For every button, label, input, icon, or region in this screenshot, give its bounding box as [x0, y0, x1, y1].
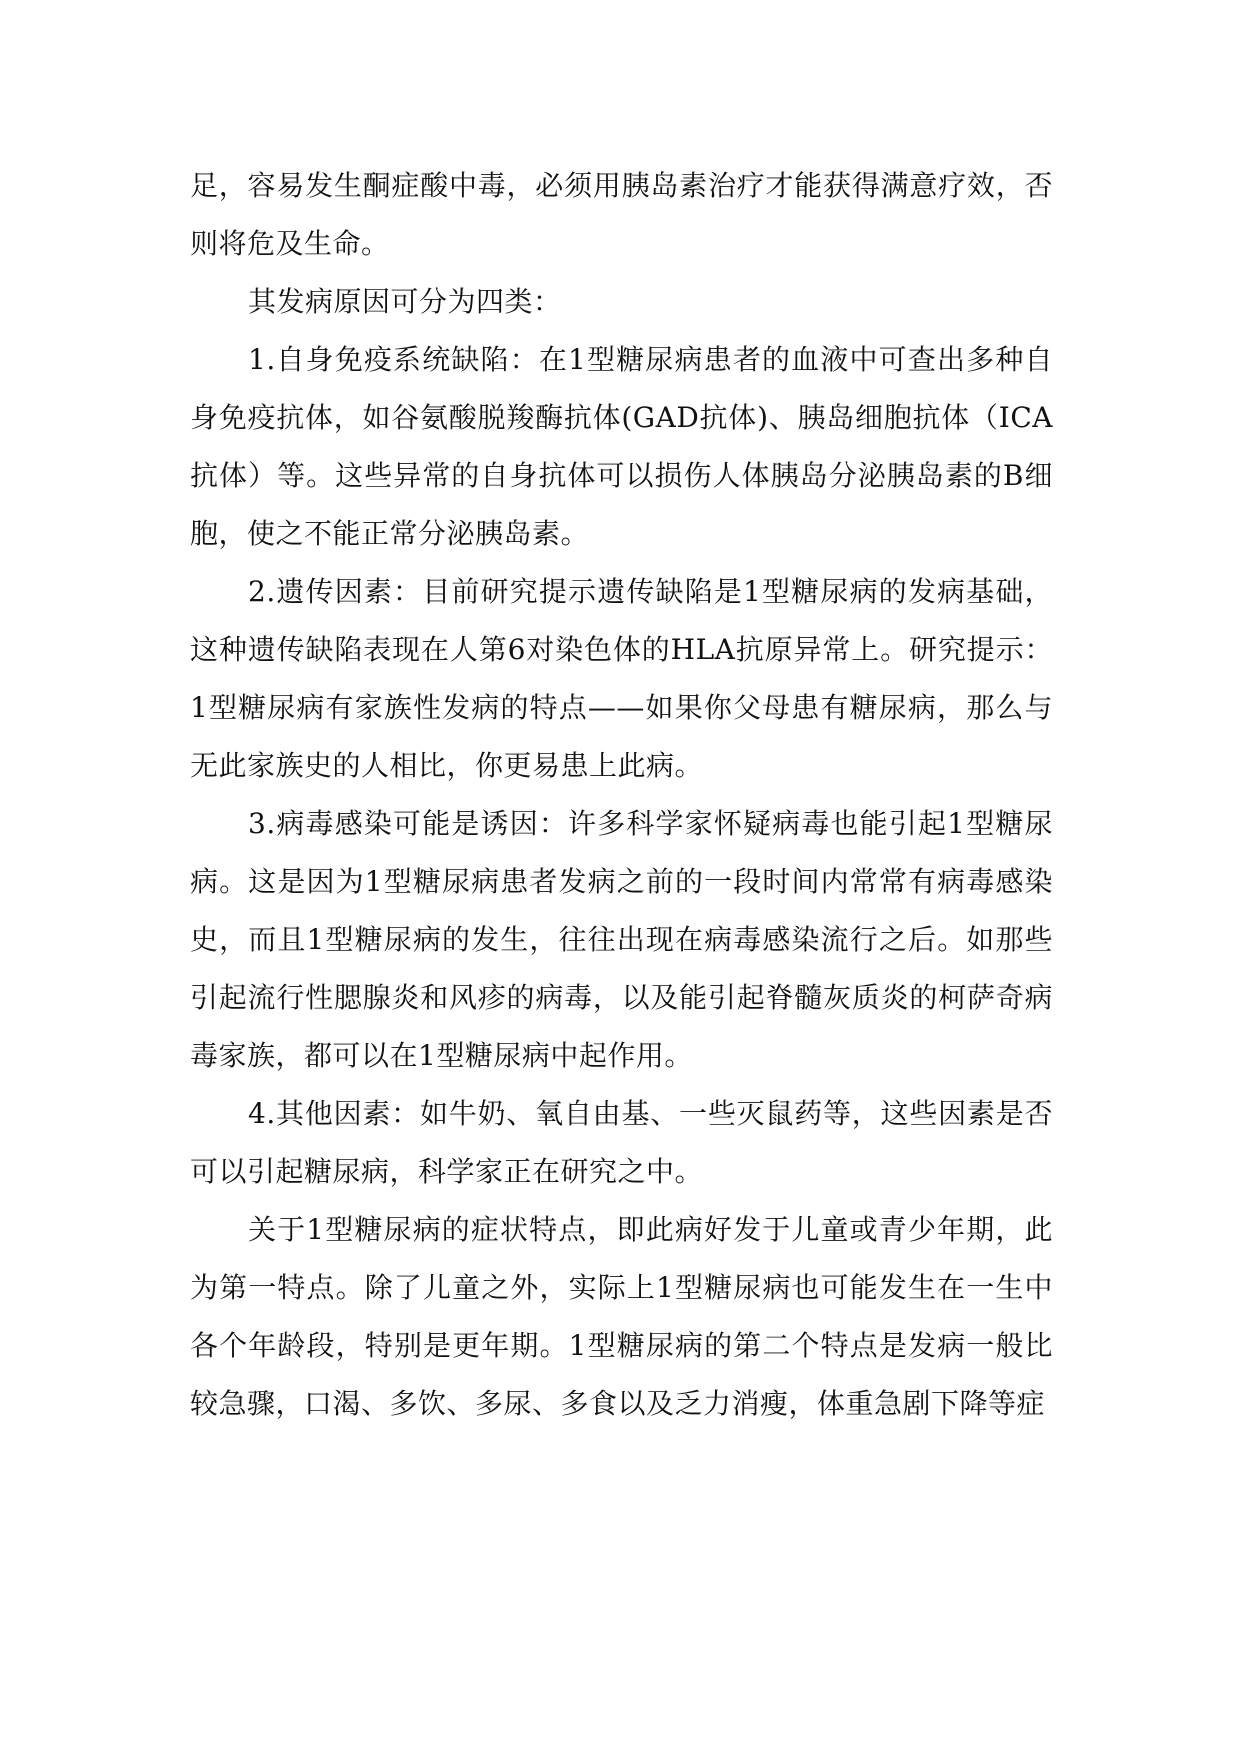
paragraph-cause-virus: 3.病毒感染可能是诱因：许多科学家怀疑病毒也能引起1型糖尿病。这是因为1型糖尿病患者发病之前的一段时间内常常有病毒感染史，而且1型糖尿病的发生，往往出现在病毒感染流行之后。如那些引起流行性腮腺炎和风疹的病毒，以及能引起脊髓灰质炎的柯萨奇病毒家族，都可以在1型糖尿病中起作用。: [190, 807, 1053, 1072]
paragraph-continuation: 足，容易发生酮症酸中毒，必须用胰岛素治疗才能获得满意疗效，否则将危及生命。: [190, 169, 1053, 260]
paragraph-causes-intro: 其发病原因可分为四类：: [248, 285, 562, 318]
paragraph-cause-genetic: 2.遗传因素：目前研究提示遗传缺陷是1型糖尿病的发病基础，这种遗传缺陷表现在人第6对染色体的HLA抗原异常上。研究提示：1型糖尿病有家族性发病的特点——如果你父母患有糖尿病，那么与无此家族史的人相比，你更易患上此病。: [190, 575, 1053, 782]
document-page: [190, 157, 1053, 1433]
paragraph-symptoms: 关于1型糖尿病的症状特点，即此病好发于儿童或青少年期，此为第一特点。除了儿童之外，实际上1型糖尿病也可能发生在一生中各个年龄段，特别是更年期。1型糖尿病的第二个特点是发病一般比较急骤，口渴、多饮、多尿、多食以及乏力消瘦，体重急剧下降等症: [190, 1213, 1053, 1420]
paragraph-cause-other: 4.其他因素：如牛奶、氧自由基、一些灭鼠药等，这些因素是否可以引起糖尿病，科学家正在研究之中。: [190, 1097, 1053, 1188]
paragraph-cause-autoimmune: 1.自身免疫系统缺陷：在1型糖尿病患者的血液中可查出多种自身免疫抗体，如谷氨酸脱羧酶抗体(GAD抗体)、胰岛细胞抗体（ICA抗体）等。这些异常的自身抗体可以损伤人体胰岛分泌胰岛素的B细胞，使之不能正常分泌胰岛素。: [190, 343, 1053, 550]
